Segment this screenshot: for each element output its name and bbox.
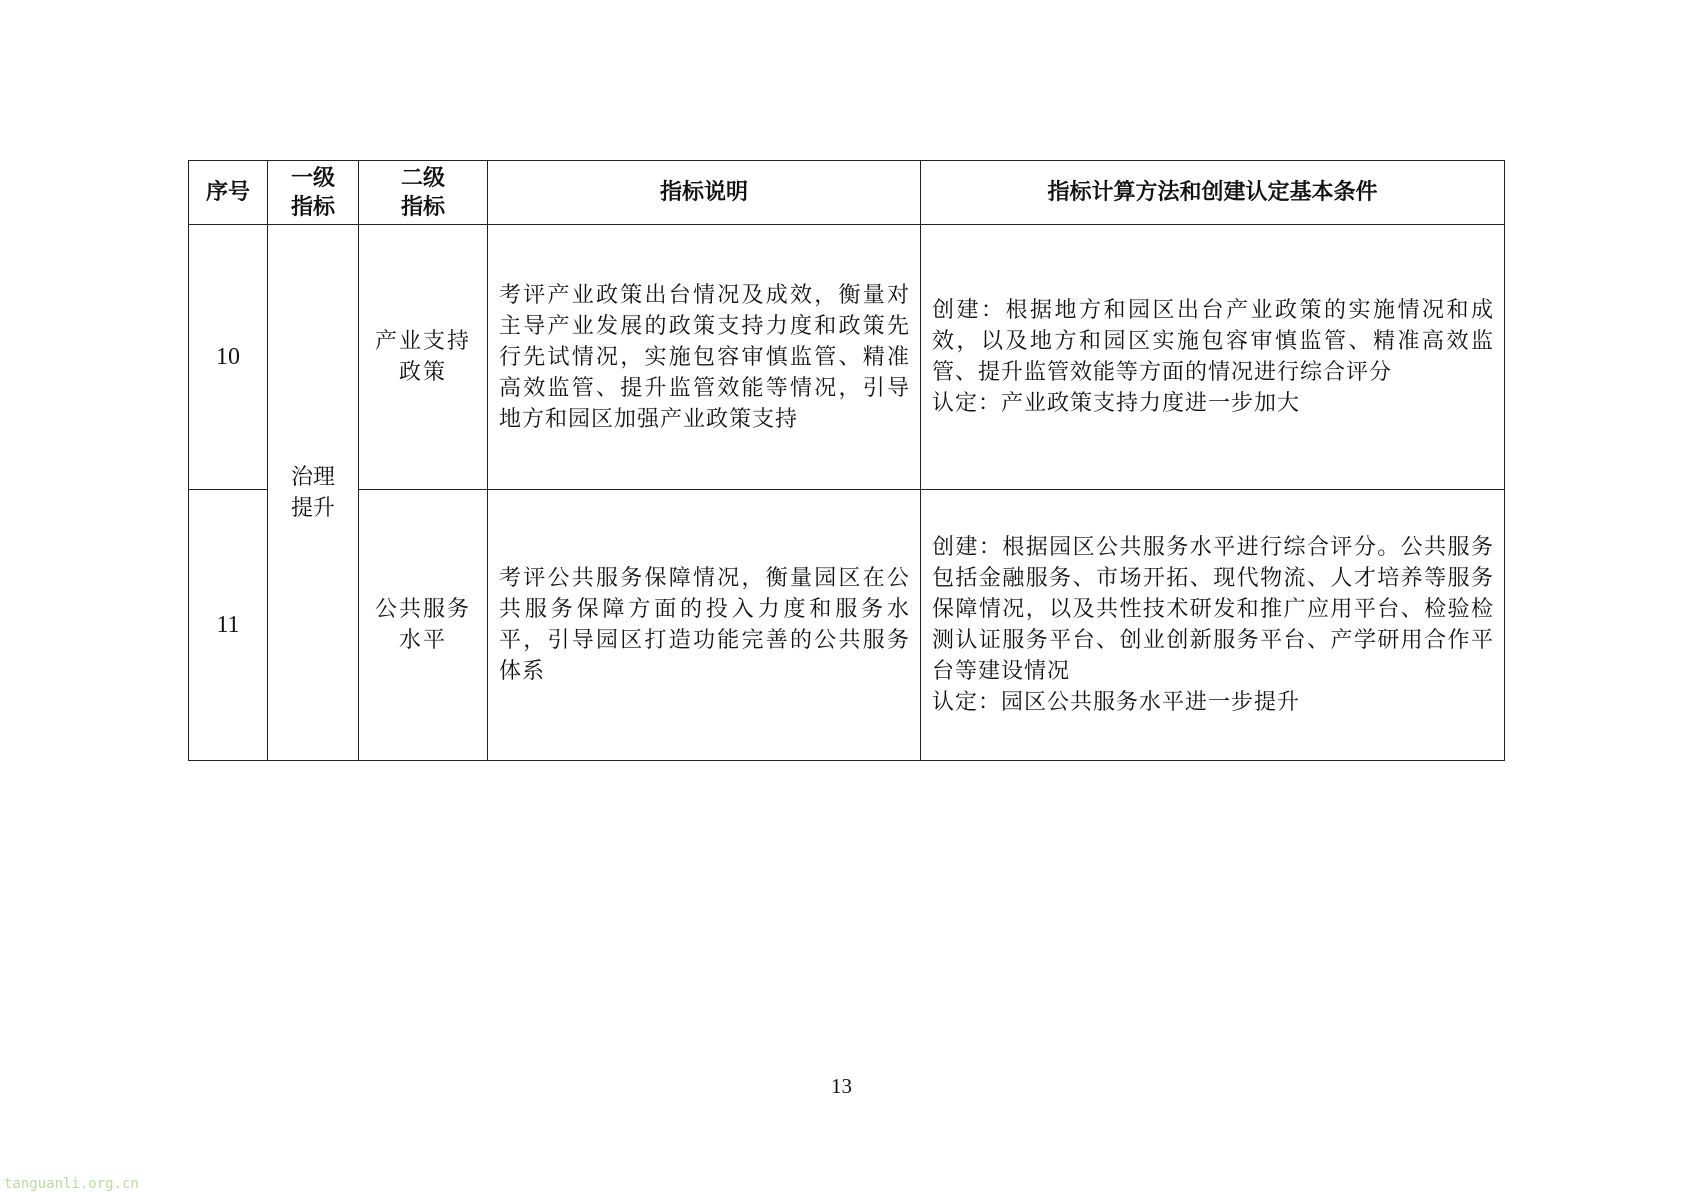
indicator-method: [921, 225, 1505, 490]
table-row: [189, 225, 1505, 490]
level2-line1: 产业支持: [375, 329, 472, 354]
level2-indicator: [359, 225, 488, 490]
row-seq: 10: [189, 225, 268, 490]
header-seq: 序号: [189, 161, 268, 225]
watermark: tanguanli.org.cn: [4, 1176, 139, 1192]
header-method: 指标计算方法和创建认定基本条件: [921, 161, 1505, 225]
header-level2-line2: 指标: [400, 194, 445, 220]
header-level1-line1: 一级: [290, 165, 335, 191]
header-level1-line2: 指标: [290, 194, 335, 220]
level2-line2: 水平: [398, 628, 447, 653]
method-create: 创建：根据园区公共服务水平进行综合评分。公共服务包括金融服务、市场开拓、现代物流、人才培养等服务保障情况，以及共性技术研发和推广应用平台、检验检测认证服务平台、创业创新服务平台、产学研用合作平台等建设情况: [932, 535, 1494, 684]
page-number: 13: [831, 1074, 852, 1098]
method-confirm: 认定：园区公共服务水平进一步提升: [932, 690, 1301, 715]
level1-line1: 治理: [290, 464, 335, 490]
indicator-description: 考评公共服务保障情况，衡量园区在公共服务保障方面的投入力度和服务水平，引导园区打造功能完善的公共服务体系: [488, 490, 921, 761]
indicator-method: [921, 490, 1505, 761]
row-seq: 11: [189, 490, 268, 761]
header-level2: [359, 161, 488, 225]
indicator-table: [188, 160, 1505, 761]
level2-label: [375, 326, 471, 388]
level2-indicator: [359, 490, 488, 761]
level1-line2: 提升: [290, 495, 335, 521]
method-confirm: 认定：产业政策支持力度进一步加大: [932, 391, 1301, 416]
indicator-description: 考评产业政策出台情况及成效，衡量对主导产业发展的政策支持力度和政策先行先试情况，实施包容审慎监管、精准高效监管、提升监管效能等情况，引导地方和园区加强产业政策支持: [488, 225, 921, 490]
header-row: [189, 161, 1505, 225]
header-level2-line1: 二级: [400, 165, 445, 191]
level2-line1: 公共服务: [375, 597, 472, 622]
level2-label: [375, 594, 471, 656]
level2-line2: 政策: [398, 360, 447, 385]
header-description: 指标说明: [488, 161, 921, 225]
header-level1: [268, 161, 359, 225]
method-create: 创建：根据地方和园区出台产业政策的实施情况和成效，以及地方和园区实施包容审慎监管、精准高效监管、提升监管效能等方面的情况进行综合评分: [932, 298, 1494, 385]
table-row: [189, 490, 1505, 761]
level1-indicator: [268, 225, 359, 761]
